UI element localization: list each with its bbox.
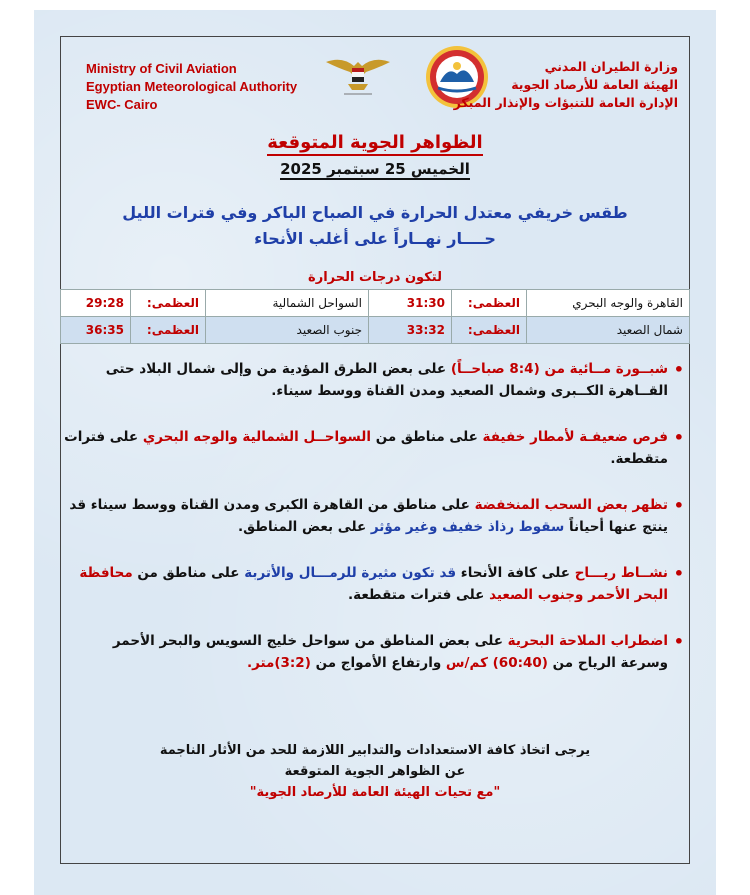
header-english xyxy=(86,60,297,114)
closing-note xyxy=(0,740,750,803)
summary-line-1: طقس خريفي معتدل الحرارة في الصباح الباكر وفي فترات الليل xyxy=(122,203,628,222)
list-item xyxy=(64,494,686,538)
marine-text: على بعض المناطق من سواحل خليج السويس والبحر الأحمر وسرعة الرياح من xyxy=(112,633,668,671)
civil-aviation-eagle-logo xyxy=(322,52,394,98)
bullet-icon: • xyxy=(673,428,684,447)
max-value: 31:30 xyxy=(369,290,452,317)
list-item xyxy=(64,358,686,402)
ministry-en: Ministry of Civil Aviation xyxy=(86,61,237,76)
authority-ar: الهيئة العامة للأرصاد الجوية xyxy=(511,77,678,92)
marine-text-mid: وارتفاع الأمواج من xyxy=(310,655,446,671)
region-cell: جنوب الصعيد xyxy=(206,317,369,344)
region-cell: القاهرة والوجه البحري xyxy=(527,290,690,317)
rain-text-end: على فترات متقطعة. xyxy=(64,429,668,467)
fog-highlight: شبــورة مــائية من (8:4 صباحــاً) xyxy=(450,361,668,377)
clouds-text: على مناطق من القاهرة الكبرى ومدن القناة ووسط سيناء قد ينتج عنها أحياناً xyxy=(69,497,668,535)
max-label: العظمى: xyxy=(131,317,206,344)
table-row xyxy=(61,290,690,317)
wave-height: (3:2)متر. xyxy=(246,655,311,671)
sand-highlight: قد تكون مثيرة للرمـــال والأتربة xyxy=(244,565,457,581)
region-cell: السواحل الشمالية xyxy=(206,290,369,317)
closing-line-1: يرجى اتخاذ كافة الاستعدادات والتدابير اللازمة للحد من الأثار الناجمة xyxy=(159,743,591,758)
bullet-icon: • xyxy=(673,360,684,379)
closing-greeting: "مع تحيات الهيئة العامة للأرصاد الجوية" xyxy=(249,785,501,800)
department-ar: الإدارة العامة للتنبؤات والإنذار المبكر xyxy=(453,95,678,110)
authority-en: Egyptian Meteorological Authority xyxy=(86,79,298,94)
bullet-icon: • xyxy=(673,632,684,651)
rain-regions: السواحــل الشمالية والوجه البحري xyxy=(142,429,371,445)
document-title: الظواهر الجوية المتوقعة xyxy=(0,132,750,153)
table-row xyxy=(61,317,690,344)
wind-highlight: نشــاط ريـــاح xyxy=(574,565,668,581)
region-cell: شمال الصعيد xyxy=(527,317,690,344)
rain-text: على مناطق من xyxy=(371,429,483,445)
ministry-ar: وزارة الطيران المدني xyxy=(544,59,678,74)
max-label: العظمى: xyxy=(452,290,527,317)
summary-line-2: حــــار نهــاراً على أغلب الأنحاء xyxy=(254,229,496,248)
wind-text-end: على فترات متقطعة. xyxy=(348,587,490,603)
drizzle-highlight: سقوط رذاذ خفيف وغير مؤثر xyxy=(370,519,565,535)
clouds-highlight: تظهر بعض السحب المنخفضة xyxy=(474,497,668,513)
rain-highlight: فرص ضعيفـة لأمطار خفيفة xyxy=(482,429,668,445)
max-value: 33:32 xyxy=(369,317,452,344)
fog-text: على بعض الطرق المؤدية من وإلى شمال البلاد حتى القــاهرة الكــبرى وشمال الصعيد ومدن القناة ووسط سيناء. xyxy=(105,361,668,399)
list-item xyxy=(64,426,686,470)
wind-text: على كافة الأنحاء xyxy=(456,565,575,581)
clouds-text-end: على بعض المناطق. xyxy=(237,519,371,535)
max-label: العظمى: xyxy=(452,317,527,344)
temperature-table xyxy=(60,289,690,344)
list-item xyxy=(64,630,686,674)
center-en: EWC- Cairo xyxy=(86,97,158,112)
header-arabic xyxy=(454,58,678,112)
marine-highlight: اضطراب الملاحة البحرية xyxy=(507,633,668,649)
forecast-date: الخميس 25 سبتمبر 2025 xyxy=(280,160,470,178)
weather-summary xyxy=(0,200,750,252)
bullet-icon: • xyxy=(673,496,684,515)
wind-regions: محافظة البحر الأحمر وجنوب الصعيد xyxy=(79,565,668,603)
wind-text-mid: على مناطق من xyxy=(132,565,245,581)
bullet-icon: • xyxy=(673,564,684,583)
phenomena-list xyxy=(64,358,686,674)
max-value: 29:28 xyxy=(61,290,131,317)
max-value: 36:35 xyxy=(61,317,131,344)
wind-speed: (60:40) كم/س xyxy=(445,655,548,671)
temperatures-heading: لتكون درجات الحرارة xyxy=(308,270,442,285)
max-label: العظمى: xyxy=(131,290,206,317)
list-item xyxy=(64,562,686,606)
closing-line-2: عن الظواهر الجوية المتوقعة xyxy=(284,764,466,779)
